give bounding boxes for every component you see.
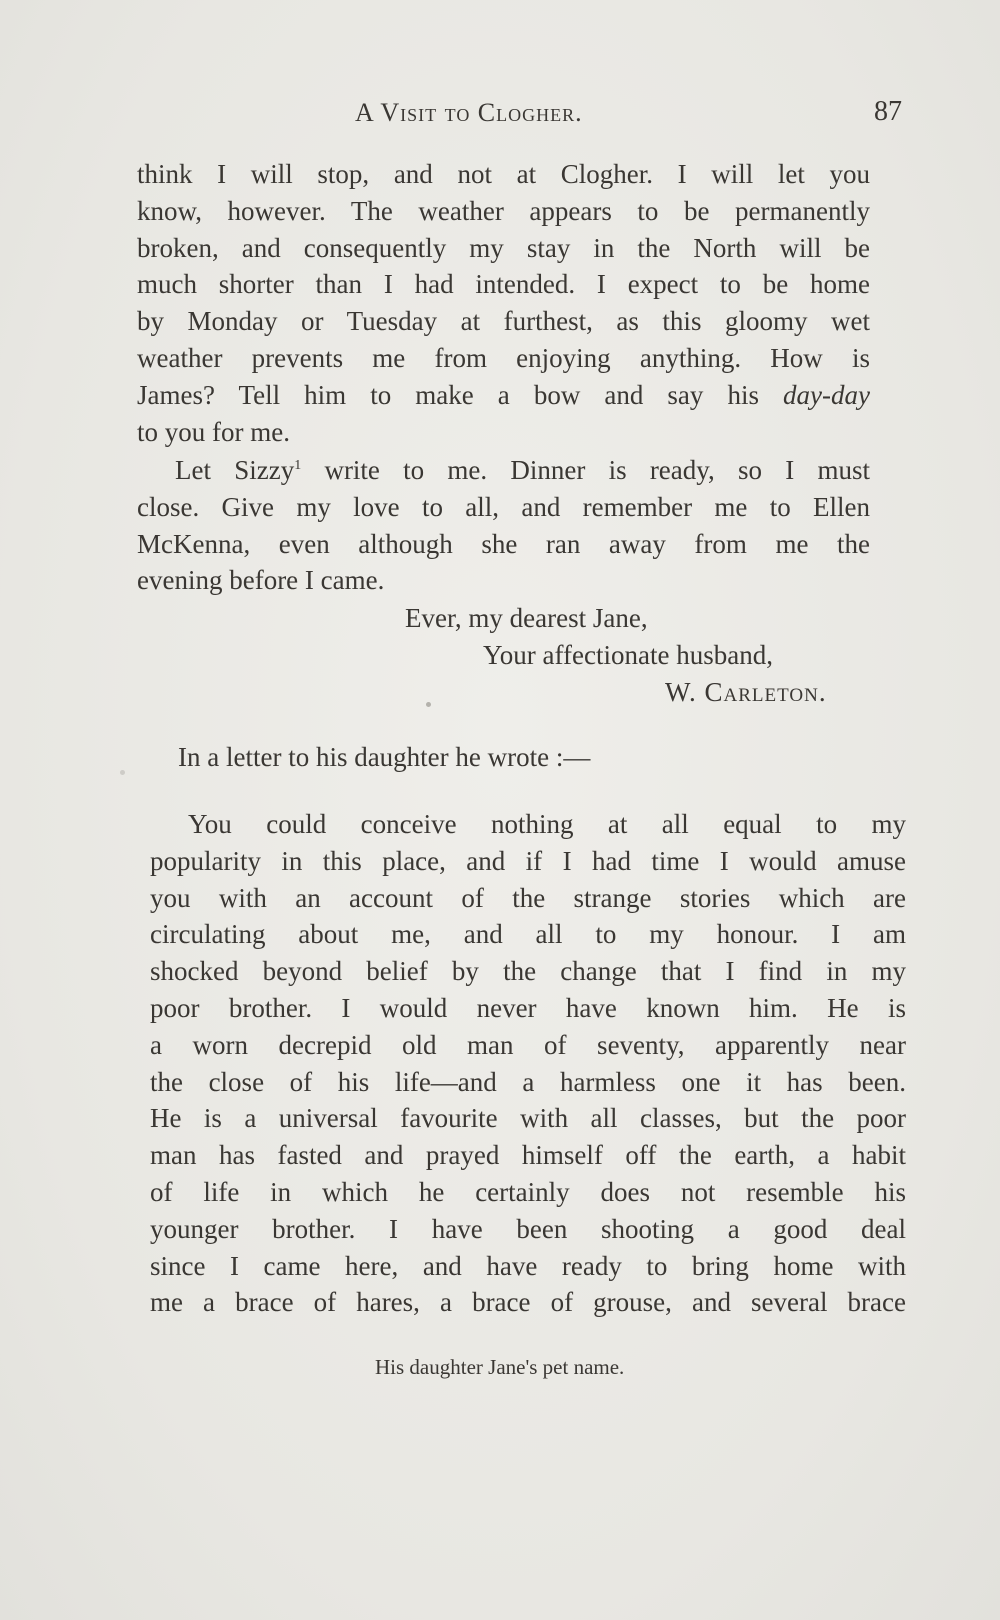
page-header	[140, 92, 902, 132]
letter-closing: Ever, my dearest Jane,	[405, 603, 648, 633]
text-span: James? Tell him to make a bow and say his	[137, 379, 759, 410]
text-line: poor brother. I would never have known him. He is	[150, 992, 906, 1023]
ink-speck	[120, 770, 125, 775]
text-line: a worn decrepid old man of seventy, apparently near	[150, 1029, 906, 1060]
text-line: since I came here, and have ready to bring home with	[150, 1250, 906, 1281]
letter-valediction: Your affectionate husband,	[483, 640, 773, 670]
letter-one-paragraph-two	[137, 452, 870, 599]
text-line: evening before I came.	[137, 565, 385, 596]
text-line: me a brace of hares, a brace of grouse, and several brace	[150, 1287, 906, 1318]
text-span: write to me. Dinner is ready, so I must	[301, 455, 870, 485]
text-line: much shorter than I had intended. I expect to be home	[137, 269, 870, 300]
text-line: He is a universal favourite with all classes, but the poor	[150, 1103, 906, 1134]
text-line: of life in which he certainly does not resemble his	[150, 1176, 906, 1207]
text-line: You could conceive nothing at all equal to my	[188, 809, 906, 839]
page-number: 87	[874, 96, 902, 127]
running-title: A Visit to Clogher.	[355, 98, 583, 127]
text-line	[137, 452, 870, 489]
letter-two-paragraph	[150, 806, 906, 1321]
text-line: popularity in this place, and if I had time I would amuse	[150, 845, 906, 876]
text-line: know, however. The weather appears to be permanently	[137, 195, 870, 226]
footnote: His daughter Jane's pet name.	[375, 1355, 625, 1379]
text-line: you with an account of the strange stories which are	[150, 882, 906, 913]
text-line: younger brother. I have been shooting a good deal	[150, 1213, 906, 1244]
italic-phrase: day-day	[783, 379, 871, 410]
text-line: the close of his life—and a harmless one it has been.	[150, 1066, 906, 1097]
text-line: shocked beyond belief by the change that I find in my	[150, 956, 906, 987]
text-line: weather prevents me from enjoying anything. How is	[137, 342, 870, 373]
text-line: close. Give my love to all, and remember me to Ellen	[137, 491, 870, 522]
letter-signature: W. Carleton.	[665, 677, 827, 707]
text-line: to you for me.	[137, 416, 290, 447]
text-line: circulating about me, and all to my honour. I am	[150, 919, 906, 950]
text-line: think I will stop, and not at Clogher. I will let you	[137, 159, 870, 189]
letter-one-paragraph-one	[137, 156, 870, 450]
text-line: broken, and consequently my stay in the North will be	[137, 232, 870, 263]
text-line	[137, 377, 870, 414]
text-span: Let Sizzy	[175, 455, 295, 485]
text-line: man has fasted and prayed himself off the earth, a habit	[150, 1140, 906, 1171]
text-line: by Monday or Tuesday at furthest, as this gloomy wet	[137, 306, 870, 337]
intro-line: In a letter to his daughter he wrote :—	[178, 742, 591, 772]
text-line: McKenna, even although she ran away from me the	[137, 528, 870, 559]
ink-speck	[426, 702, 431, 707]
footnote-marker: 1	[294, 458, 302, 473]
